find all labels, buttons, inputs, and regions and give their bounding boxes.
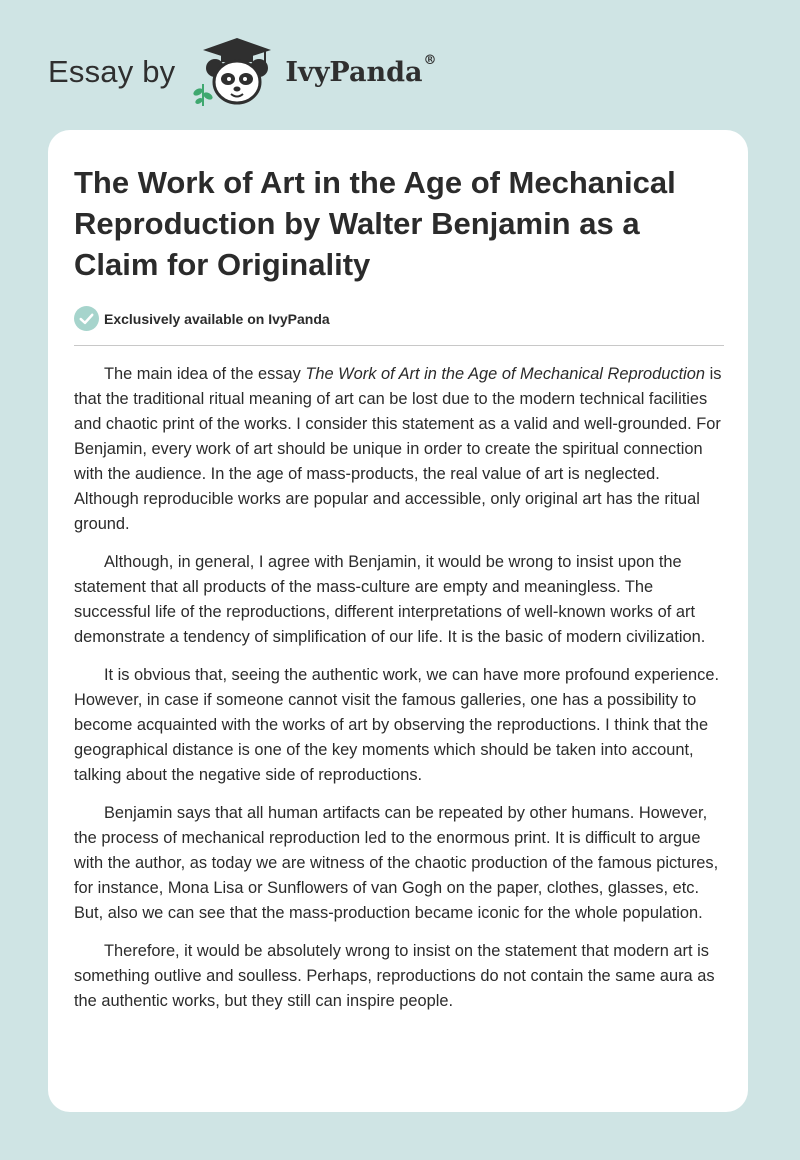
paragraph: Although, in general, I agree with Benjamin, it would be wrong to insist upon the statement that all products of the mass-culture are empty and meaningless. The successful life of the reproductions, different interpretations of well-known works of art demonstrate a tendency of simplification of our life. It is the basic of modern civilization. <box>74 553 706 646</box>
essay-by-label: Essay by <box>48 54 176 89</box>
exclusive-badge <box>74 306 330 331</box>
divider <box>74 345 724 346</box>
paragraph-text: is that the traditional ritual meaning of art can be lost due to the modern technical facilities and chaotic print of the works. I consider this statement as a valid and well-grounded. For Benjamin, every work of art should be unique in order to create the spiritual connection with the audience. In the age of mass-products, the real value of art is neglected. Although reproducible works are popular and accessible, only original art has the ritual ground. <box>74 365 722 533</box>
brand-name-text: IvyPanda <box>285 56 423 88</box>
essay-body <box>74 362 724 1027</box>
check-circle-icon <box>74 306 99 331</box>
panda-graduate-icon[interactable] <box>191 36 283 108</box>
paragraph <box>74 362 724 537</box>
badge-text: Exclusively available on IvyPanda <box>104 310 330 327</box>
essay-title: The Work of Art in the Age of Mechanical Reproduction by Walter Benjamin as a Claim for Originality <box>74 165 676 282</box>
paragraph: It is obvious that, seeing the authentic work, we can have more profound experience. However, in case if someone cannot visit the famous galleries, one has a possibility to become acquainted with the works of art by observing the reproductions. I think that the geographical distance is one of the key moments which should be taken into account, talking about the negative side of reproductions. <box>74 666 720 784</box>
brand-name[interactable] <box>285 52 437 88</box>
paragraph: Benjamin says that all human artifacts can be repeated by other humans. However, the process of mechanical reproduction led to the enormous print. It is difficult to argue with the author, as today we are witness of the chaotic production of the famous pictures, for instance, Mona Lisa or Sunflowers of van Gogh on the paper, clothes, glasses, etc. But, also we can see that the mass-production became iconic for the whole population. <box>74 804 719 922</box>
registered-mark: ® <box>423 52 437 68</box>
paragraph-text: The main idea of the essay <box>104 365 306 383</box>
essay-title-reference: The Work of Art in the Age of Mechanical Reproduction <box>305 365 706 383</box>
essay-card <box>48 130 748 1112</box>
paragraph: Therefore, it would be absolutely wrong to insist on the statement that modern art is something outlive and soulless. Perhaps, reproductions do not contain the same aura as the authentic works, but they still can inspire people. <box>74 942 715 1010</box>
site-header <box>48 36 437 108</box>
